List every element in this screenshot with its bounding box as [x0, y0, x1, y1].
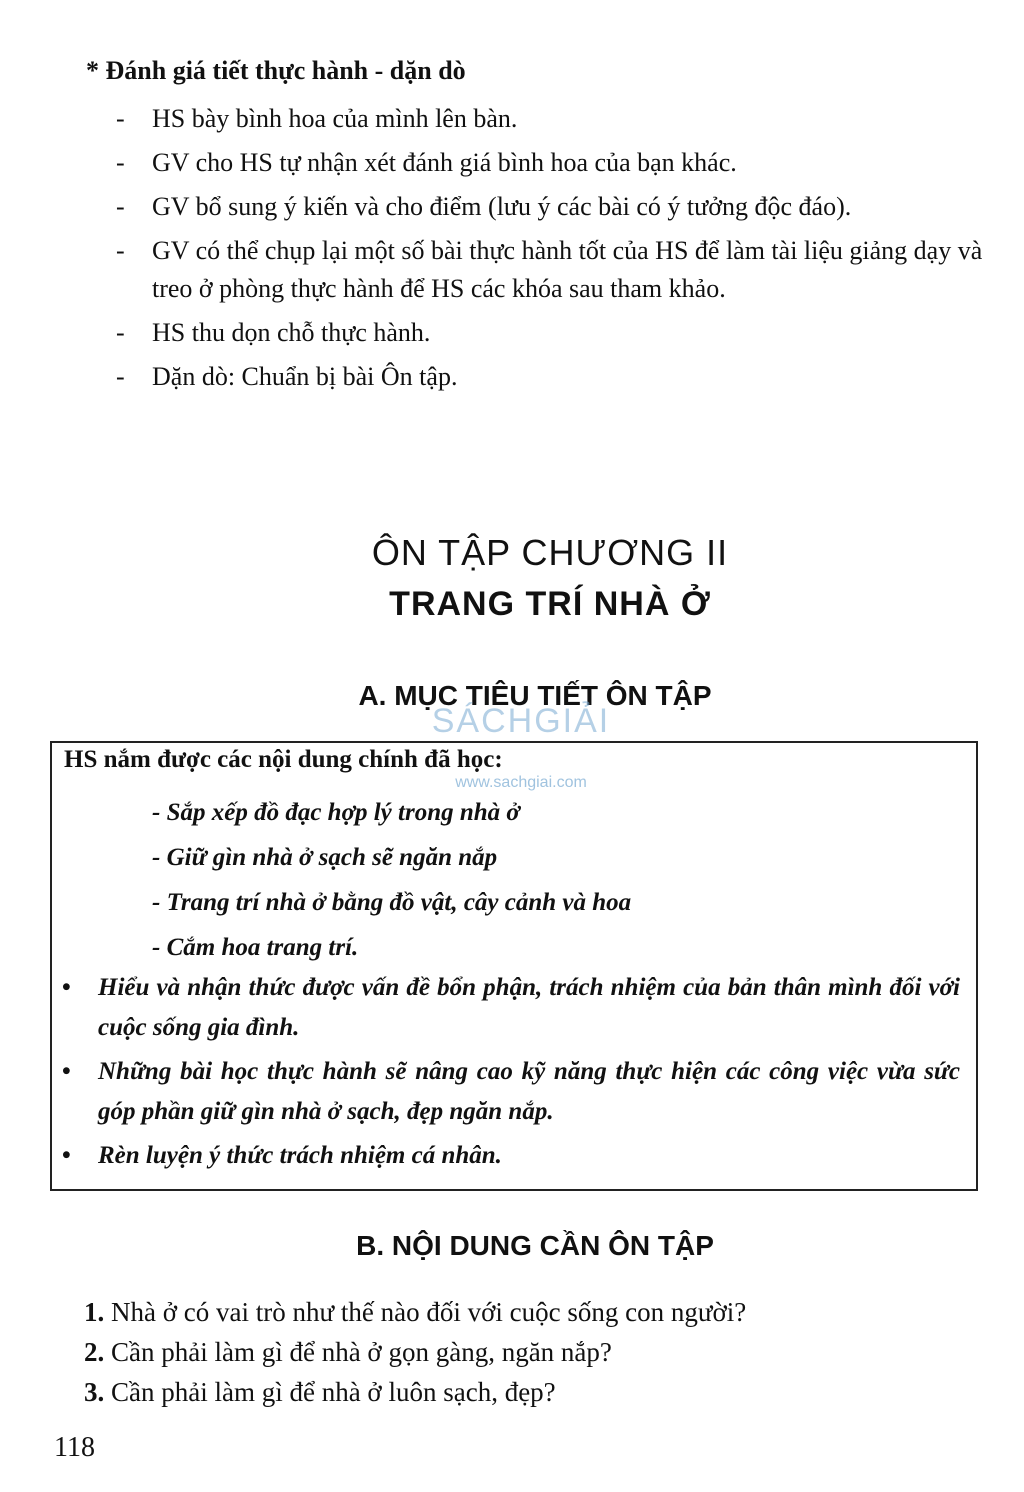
page-number: 118 [54, 1432, 95, 1463]
list-item: - Sắp xếp đồ đạc hợp lý trong nhà ở [152, 799, 520, 826]
list-item-text: Dặn dò: Chuẩn bị bài Ôn tập. [152, 362, 458, 391]
question-text: Cần phải làm gì để nhà ở gọn gàng, ngăn nắp? [104, 1337, 612, 1367]
question-item [84, 1292, 746, 1332]
section-b-heading: B. NỘI DUNG CẦN ÔN TẬP [356, 1230, 714, 1261]
list-item: - GV bổ sung ý kiến và cho điểm (lưu ý các bài có ý tưởng độc đáo). [116, 192, 852, 221]
list-item-text: GV có thể chụp lại một số bài thực hành tốt của HS để làm tài liệu giảng dạy và treo ở phòng thực hành để HS các khóa sau tham khảo. [152, 236, 983, 303]
bullet-icon: • [62, 1058, 71, 1085]
list-item [60, 1052, 960, 1132]
bullet-icon: • [62, 974, 71, 1001]
list-item: - HS bày bình hoa của mình lên bàn. [116, 104, 518, 133]
list-item: - Dặn dò: Chuẩn bị bài Ôn tập. [116, 362, 458, 391]
list-item-text: Hiểu và nhận thức được vấn đề bổn phận, trách nhiệm của bản thân mình đối với cuộc sống gia đình. [98, 974, 960, 1041]
objectives-lead: HS nắm được các nội dung chính đã học: [64, 746, 503, 773]
list-item-text: Những bài học thực hành sẽ nâng cao kỹ năng thực hiện các công việc vừa sức góp phần giữ gìn nhà ở sạch, đẹp ngăn nắp. [98, 1058, 960, 1125]
list-item: - GV cho HS tự nhận xét đánh giá bình hoa của bạn khác. [116, 148, 737, 177]
list-item-text: GV cho HS tự nhận xét đánh giá bình hoa của bạn khác. [152, 148, 737, 177]
question-item [84, 1332, 746, 1372]
review-questions [84, 1292, 746, 1412]
list-item-text: HS bày bình hoa của mình lên bàn. [152, 104, 518, 133]
list-item-text: GV bổ sung ý kiến và cho điểm (lưu ý các bài có ý tưởng độc đáo). [152, 192, 852, 221]
evaluation-heading: * Đánh giá tiết thực hành - dặn dò [86, 56, 466, 85]
section-a-heading: A. MỤC TIÊU TIẾT ÔN TẬP [358, 680, 712, 711]
list-item: - HS thu dọn chỗ thực hành. [116, 318, 431, 347]
question-text: Cần phải làm gì để nhà ở luôn sạch, đẹp? [104, 1377, 556, 1407]
bullet-icon: • [62, 1142, 71, 1169]
list-item-text: HS thu dọn chỗ thực hành. [152, 318, 431, 347]
question-number: 2. [84, 1337, 105, 1367]
evaluation-list [116, 100, 996, 402]
question-number: 3. [84, 1377, 105, 1407]
list-item: - Cắm hoa trang trí. [152, 934, 359, 961]
list-item: - Trang trí nhà ở bằng đồ vật, cây cảnh và hoa [152, 889, 632, 916]
objectives-topics [152, 790, 631, 970]
list-item [60, 968, 960, 1048]
watermark-url: www.sachgiai.com [455, 774, 587, 791]
watermark-brand: SÁCHGIẢI [431, 702, 611, 740]
question-number: 1. [84, 1297, 105, 1327]
list-item: - GV có thể chụp lại một số bài thực hành tốt của HS để làm tài liệu giảng dạy và treo ở phòng thực hành để HS các khóa sau tham khảo. [116, 236, 983, 303]
chapter-subtitle: TRANG TRÍ NHÀ Ở [389, 585, 711, 623]
chapter-title: ÔN TẬP CHƯƠNG II [371, 532, 729, 573]
objectives-bullets [60, 968, 960, 1180]
question-text: Nhà ở có vai trò như thế nào đối với cuộc sống con người? [104, 1297, 747, 1327]
list-item-text: Rèn luyện ý thức trách nhiệm cá nhân. [98, 1142, 502, 1169]
list-item [60, 1136, 960, 1176]
list-item: - Giữ gìn nhà ở sạch sẽ ngăn nắp [152, 844, 498, 871]
question-item [84, 1372, 746, 1412]
